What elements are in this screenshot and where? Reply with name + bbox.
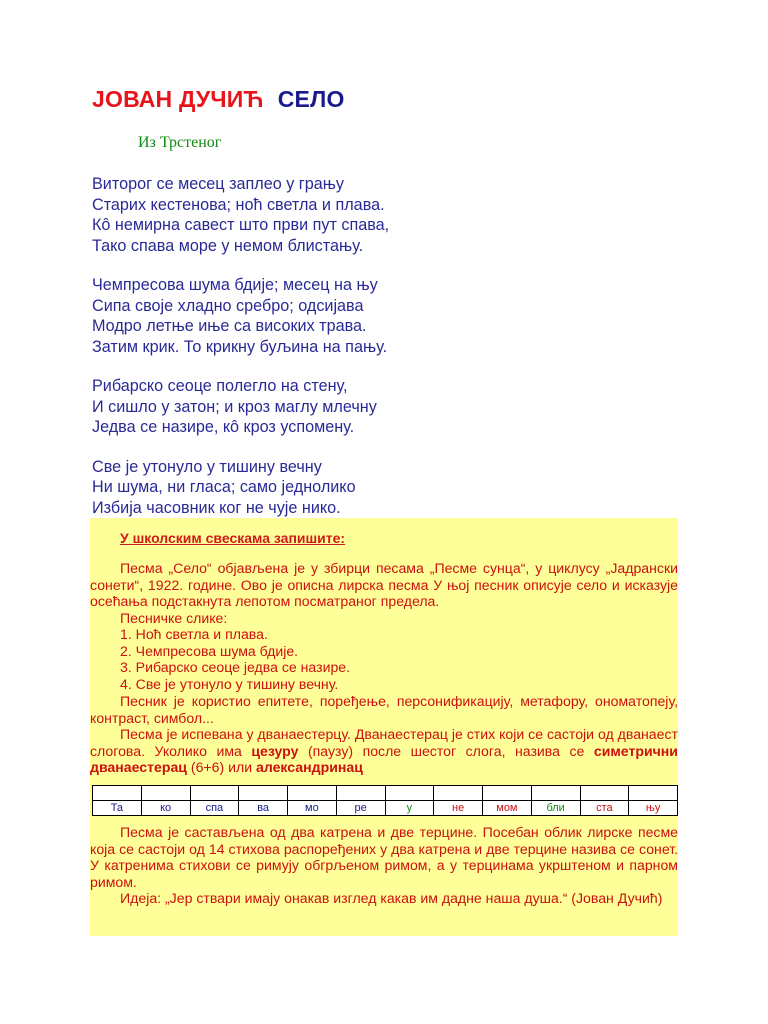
verse-line: Виторог се месец заплео у грању [92,175,344,193]
verse-line: Затим крик. То крикну буљина на пању. [92,337,388,356]
verse-line: Кô немирна савест што први пут спава, [92,216,390,234]
verse-line: Модро летње иње са високих трава. [92,317,367,335]
syllable-cell: ста [580,801,629,816]
meter-text: (6+6) или [186,759,256,776]
syllable-cell: ко [141,801,190,816]
syllable-cell: бли [531,801,580,816]
images-label: Песничке слике: [120,610,228,626]
image-item: 2. Чемпресова шума бдије. [120,643,299,659]
syllable-cell: мо [288,801,337,816]
image-item: 3. Рибарско сеоце једва се назире. [120,659,351,675]
syllable-table-empty-row [93,786,678,801]
stanza-3 [92,376,389,438]
syllable-cell: спа [190,801,239,816]
author-name: ЈОВАН ДУЧИЋ [92,86,264,112]
syllable-cell: ре [336,801,385,816]
syllable-cell: не [434,801,483,816]
verse-line: Све је утонуло у тишину вечну [92,457,322,476]
page-title [92,86,345,113]
syllable-cell: мом [483,801,532,816]
alexandrine-term: александринац [255,759,363,776]
stanza-4 [92,457,389,519]
verse-line: Чемпресова шума бдије; месец на њу [92,276,378,294]
poem-body [92,174,389,537]
verse-line: Старих кестенова; ноћ светла и плава. [92,195,385,214]
symmetric-term: симетрични дванаестерац [90,742,678,776]
syllable-cell: Та [93,801,142,816]
syllable-table [92,785,678,816]
verse-line: И сишло у затон; и кроз маглу млечну [92,397,377,416]
meter-text: (паузу) после шестог слога, назива се [298,742,594,759]
notes-box [90,518,678,936]
verse-line: Избија часовник ког не чује нико. [92,498,341,517]
notes-heading: У школским свескама запишите: [120,530,346,546]
syllable-row [93,801,678,816]
verse-line: Сипа своје хладно сребро; одсијава [92,296,364,315]
verse-line: Једва се назире, кô кроз успомену. [92,418,355,436]
notes-paragraph-intro: Песма „Село“ објављена је у збирци песама „Песме сунца“, у циклусу „Јадрански сонети“, 1922. године. Ово је описна лирска песма У њој песник описује село и исказује осећања подстакнута лепотом посматраног предела. [90,560,678,610]
notes-paragraph-figures: Песник је користио епитете, поређење, персонификацију, метафору, ономатопеју, контраст, симбол... [90,693,678,726]
syllable-cell: ва [239,801,288,816]
notes-paragraph-meter [90,726,678,776]
image-item: 4. Све је утонуло у тишину вечну. [120,676,339,692]
stanza-1 [92,174,389,256]
caesura-term: цезуру [251,742,299,759]
stanza-2 [92,275,389,357]
poem-subtitle: Из Трстеног [138,134,222,151]
verse-line: Рибарско сеоце полегло на стену, [92,377,348,395]
notes-paragraph-sonnet: Песма је састављена од два катрена и две терцине. Посебан облик лирске песме која се састоји од 14 стихова распоређених у два катрена и две терцине назива се сонет. У катренима стихови се римују обгрљеном римом, а у терцинама укрштеном и парном римом. [90,824,678,890]
syllable-cell: њу [629,801,678,816]
syllable-cell: у [385,801,434,816]
poem-title: СЕЛО [277,86,345,112]
image-item: 1. Ноћ светла и плава. [120,626,268,642]
verse-line: Тако спава море у немом блистању. [92,236,364,255]
meter-text: Песма је испевана у дванаестерцу. Дванаестерац је стих који се састоји од дванаест слогова. Уколико има [90,726,678,759]
notes-paragraph-idea: Идеја: „Јер ствари имају онакав изглед какав им дадне наша душа.“ (Јован Дучић) [120,890,663,906]
verse-line: Ни шума, ни гласа; само једнолико [92,478,356,496]
